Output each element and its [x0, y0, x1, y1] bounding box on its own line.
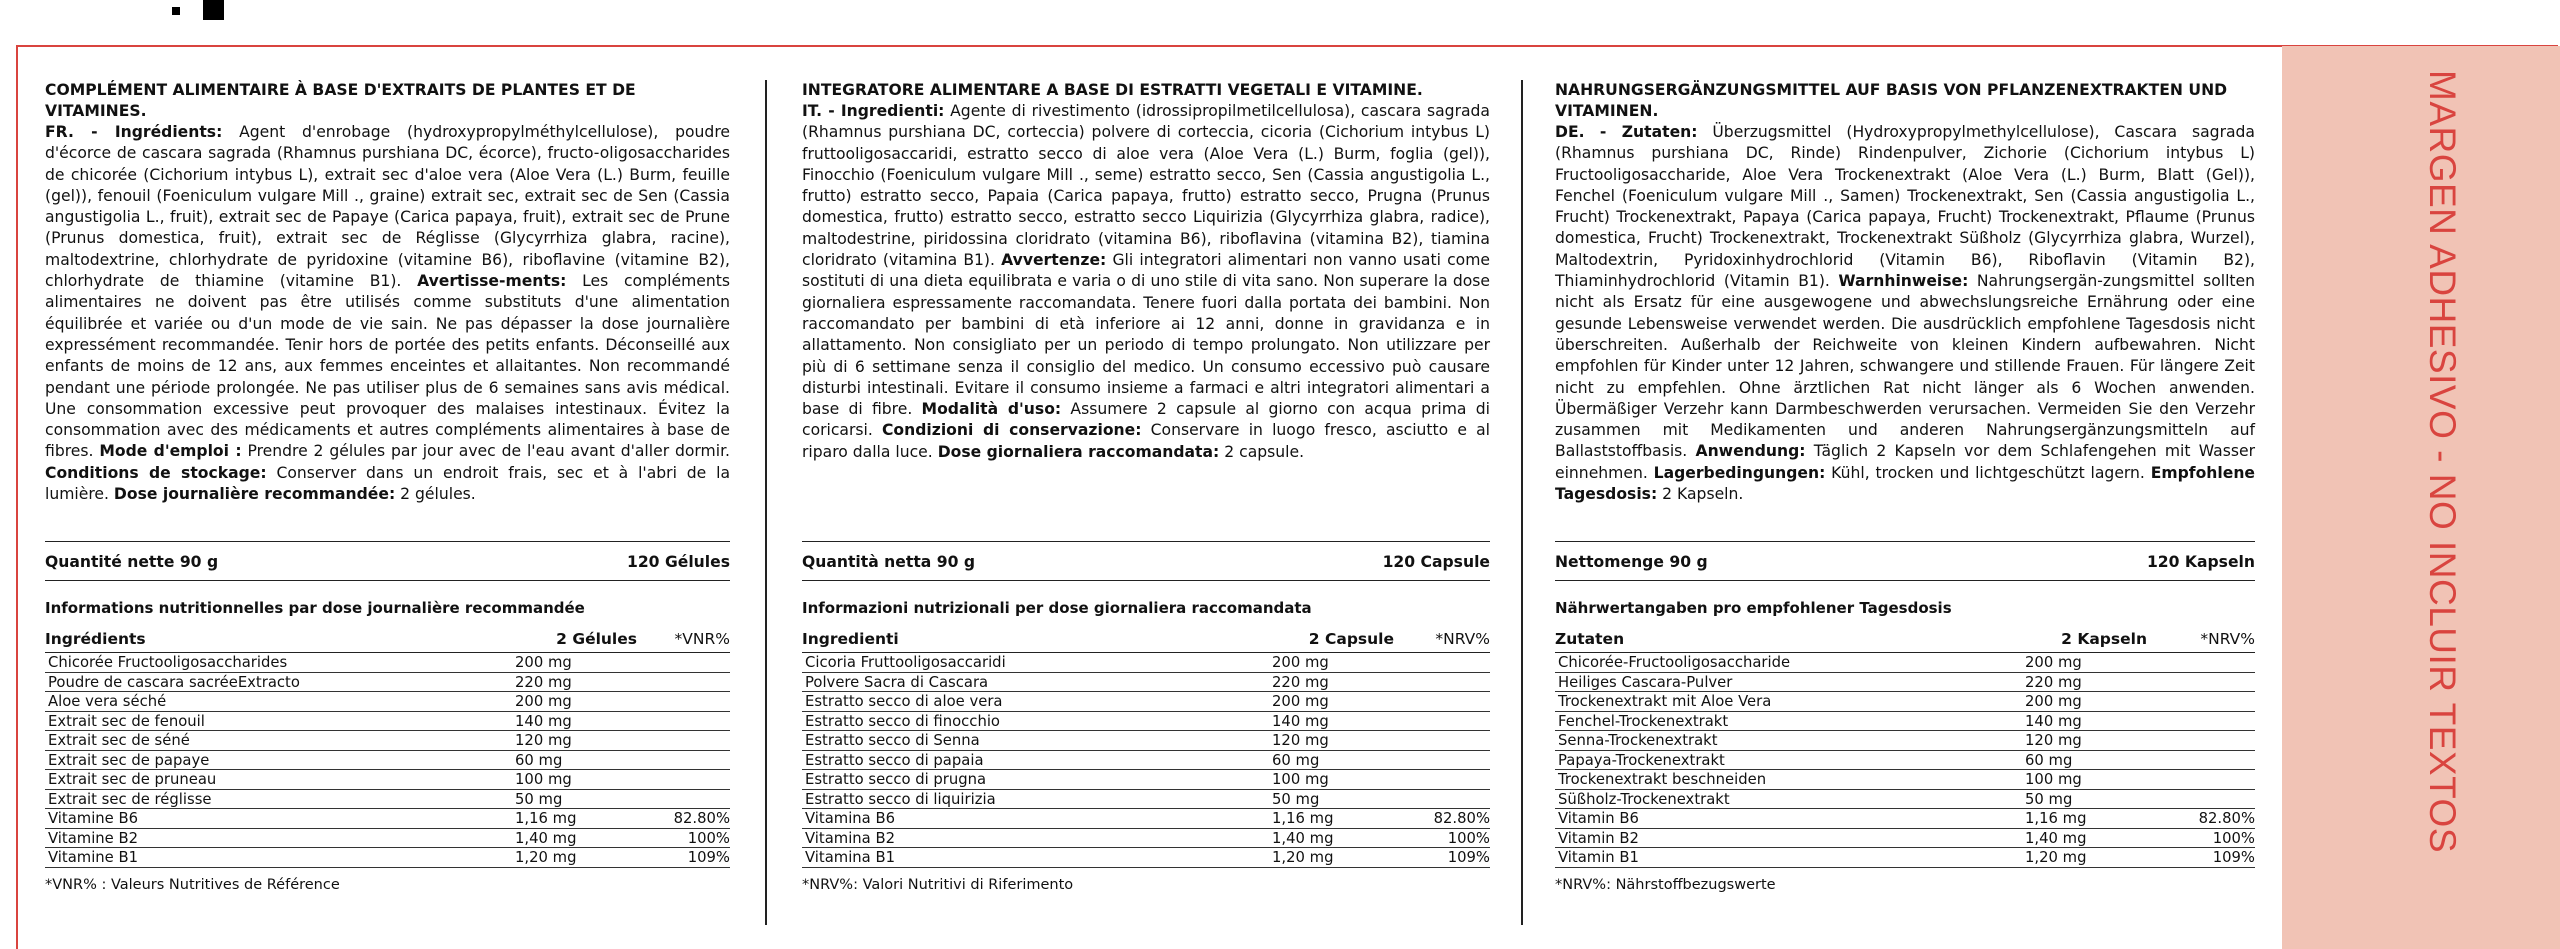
unit-count: 120 Gélules — [626, 553, 730, 571]
nutrient-name: Vitamine B1 — [48, 849, 139, 866]
col-reference-header: *NRV% — [1435, 630, 1490, 648]
col-dose-header: 2 Kapseln — [2061, 630, 2147, 648]
nutrient-name: Vitamina B2 — [805, 829, 896, 847]
product-heading: INTEGRATORE ALIMENTARE A BASE DI ESTRATTI VEGETALI E VITAMINE. — [802, 81, 1423, 99]
nutrition-row — [802, 829, 1490, 849]
nutrient-reference-pct: 100% — [2212, 829, 2255, 847]
nutrition-table-header — [802, 629, 1490, 649]
net-quantity-row — [45, 552, 730, 572]
warnings-label: Avertisse-ments: — [417, 272, 567, 291]
nutrient-amount: 1,40 mg — [515, 829, 577, 847]
dose-label: Dose journalière recommandée: — [113, 485, 396, 504]
nutrient-name: Estratto secco di Senna — [805, 732, 980, 749]
nutrient-amount: 100 mg — [2025, 771, 2082, 788]
nutrient-name: Extrait sec de pruneau — [48, 771, 217, 788]
nutrition-title: Informations nutritionnelles par dose journalière recommandée — [45, 599, 585, 617]
divider-line — [1555, 580, 2255, 581]
nutrient-name: Vitamina B1 — [805, 849, 896, 866]
nutrient-reference-pct — [615, 770, 730, 789]
nutrient-amount: 120 mg — [515, 732, 572, 749]
net-quantity-row — [802, 552, 1490, 572]
label-body-text — [45, 122, 730, 505]
nutrition-row — [45, 848, 730, 868]
nutrient-amount: 120 mg — [2025, 732, 2082, 749]
nutrient-reference-pct — [615, 653, 730, 672]
nutrition-row — [45, 751, 730, 771]
nutrient-name: Estratto secco di finocchio — [805, 712, 1000, 730]
dose-label: Empfohlene Tagesdosis: — [1555, 463, 2255, 504]
ingredients-label: FR. - Ingrédients: — [45, 123, 223, 141]
ingredients-text: Agent d'enrobage (hydroxypropylméthylcellulose), poudre d'écorce de cascara sagrada (Rhamnus purshiana DC, écorce), fructo-oligosaccharides de chicorée (Cichorium intybus L), extrait sec d'aloe vera (Aloe Vera (L.) Burm, feuille (gel)), fenouil (Foeniculum vulgare Mill ., graine) extrait sec, extrait sec de Sen (Cassia angustigolia L., fruit), extrait sec de Papaye (Carica papaya, fruit), extrait sec de Prune (Prunus domestica, fruit), extrait sec de Réglisse (Glycyrrhiza glabra, racine), maltodextrine, chlorhydrate de pyridoxine (vitamine B6), riboflavine (vitamine B2), chlorhydrate de thiamine (vitamine B1). — [45, 123, 730, 291]
nutrition-table-header — [1555, 629, 2255, 649]
nutrition-row — [45, 829, 730, 849]
nutrient-name: Heiliges Cascara-Pulver — [1558, 673, 1733, 691]
nutrient-name: Poudre de cascara sacréeExtracto — [48, 673, 300, 691]
ingredients-text: Überzugsmittel (Hydroxypropylmethylcellulose), Cascara sagrada (Rhamnus purshiana DC, Rinde) Rindenpulver, Zichorie (Cichorium intybus L) Fructooligosaccharide, Aloe Vera Trockenextrakt (Aloe Vera (L.) Burm, Blatt (Gel)), Fenchel (Foeniculum vulgare Mill ., Samen) Trockenextrakt, Sen (Cassia angustigolia L., Frucht) Trockenextrakt, Papaya (Carica papaya, Frucht) Trockenextrakt, Pflaume (Prunus domestica, Frucht) Trockenextrakt, Trockenextrakt Süßholz (Glycyrrhiza glabra, Wurzel), Maltodextrin, Pyridoxinhydrochlorid (Vitamin B6), Riboflavin (Vitamin B2), Thiaminhydrochlorid (Vitamin B1). — [1555, 123, 2255, 291]
nutrient-name: Vitamine B6 — [48, 810, 139, 827]
nutrient-amount: 220 mg — [1272, 673, 1329, 691]
col-dose-header: 2 Gélules — [556, 630, 637, 648]
nutrient-amount: 140 mg — [515, 712, 572, 730]
nutrient-name: Papaya-Trockenextrakt — [1558, 751, 1725, 769]
column-french — [45, 80, 730, 925]
nutrition-table-header — [45, 629, 730, 649]
nutrition-row — [1555, 848, 2255, 868]
nutrient-name: Vitamin B6 — [1558, 810, 1639, 827]
nutrition-row — [802, 731, 1490, 751]
nutrient-amount: 1,20 mg — [1272, 849, 1334, 866]
nutrient-amount: 220 mg — [515, 673, 572, 691]
nutrient-amount: 220 mg — [2025, 673, 2082, 691]
nutrient-amount: 120 mg — [1272, 732, 1329, 749]
nutrition-row — [802, 809, 1490, 829]
usage-label: Modalità d'uso: — [921, 400, 1062, 419]
col-reference-header: *NRV% — [2200, 630, 2255, 648]
nutrient-reference-pct: 100% — [687, 829, 730, 847]
nutrition-row — [45, 790, 730, 810]
nutrient-name: Trockenextrakt beschneiden — [1558, 771, 1767, 788]
nutrition-row — [45, 673, 730, 693]
nutrient-reference-pct: 109% — [2212, 849, 2255, 866]
nutrition-row — [802, 653, 1490, 673]
nutrition-table — [1555, 652, 2255, 868]
warnings-label: Avvertenze: — [1001, 251, 1107, 270]
warnings-text: Gli integratori alimentari non vanno usati come sostituti di una dieta equilibrata e varia o di uno stile di vita sano. Non superare la dose giornaliera espressamente raccomandata. Tenere fuori dalla portata dei bambini. Non raccomandato per bambini di età inferiore ai 12 anni, donne in gravidanza e in allattamento. Non consigliato per un periodo di tempo prolungato. Non utilizzare per più di 6 settimane senza il consiglio del medico. Un consumo eccessivo può causare disturbi intestinali. Evitare il consumo insieme a farmaci e altri integratori alimentari a base di fibre. — [802, 251, 1490, 419]
nutrient-name: Senna-Trockenextrakt — [1558, 732, 1718, 749]
nutrient-reference-pct — [615, 731, 730, 750]
nutrient-name: Extrait sec de réglisse — [48, 790, 212, 808]
nutrient-amount: 1,20 mg — [515, 849, 577, 866]
nutrient-reference-pct — [2125, 770, 2255, 789]
nutrition-table — [802, 652, 1490, 868]
nutrient-name: Vitamin B1 — [1558, 849, 1639, 866]
net-quantity: Nettomenge 90 g — [1555, 553, 1708, 571]
column-divider — [1521, 80, 1523, 925]
usage-label: Anwendung: — [1695, 442, 1806, 461]
product-heading: COMPLÉMENT ALIMENTAIRE À BASE D'EXTRAITS DE PLANTES ET DE VITAMINES. — [45, 81, 636, 120]
nutrient-amount: 200 mg — [2025, 693, 2082, 710]
storage-text: Kühl, trocken und lichtgeschützt lagern. — [1825, 463, 2151, 482]
nutrient-amount: 50 mg — [515, 790, 563, 808]
nutrient-name: Extrait sec de fenouil — [48, 712, 205, 730]
nutrition-row — [45, 692, 730, 712]
col-reference-header: *VNR% — [674, 630, 730, 648]
divider-line — [45, 580, 730, 581]
nutrition-row — [802, 848, 1490, 868]
nutrient-reference-pct — [1372, 731, 1490, 750]
nutrient-name: Estratto secco di prugna — [805, 771, 987, 788]
nutrition-row — [1555, 692, 2255, 712]
nutrient-reference-pct — [615, 712, 730, 731]
col-ingredients-header: Ingredienti — [802, 630, 899, 648]
nutrition-row — [45, 770, 730, 790]
registration-mark-small — [172, 7, 180, 15]
nutrient-name: Extrait sec de papaye — [48, 751, 210, 769]
nutrient-reference-pct: 82.80% — [673, 810, 730, 827]
nutrient-name: Polvere Sacra di Cascara — [805, 673, 989, 691]
nutrient-amount: 140 mg — [1272, 712, 1329, 730]
nutrient-amount: 50 mg — [2025, 790, 2073, 808]
nutrient-reference-pct — [1372, 692, 1490, 711]
nutrition-row — [1555, 829, 2255, 849]
label-body-text — [1555, 122, 2255, 505]
dose-text: 2 gélules. — [395, 485, 476, 504]
nutrition-row — [1555, 790, 2255, 810]
nutrition-row — [1555, 751, 2255, 771]
nutrition-row — [1555, 770, 2255, 790]
dose-label: Dose giornaliera raccomandata: — [937, 442, 1220, 461]
column-italian — [802, 80, 1490, 925]
nutrient-amount: 100 mg — [515, 771, 572, 788]
storage-text: Conserver dans un endroit frais, sec et à l'abri de la lumière. — [45, 463, 730, 504]
nutrient-reference-pct — [1372, 673, 1490, 692]
nutrient-reference-pct — [2125, 673, 2255, 692]
nutrient-name: Süßholz-Trockenextrakt — [1558, 790, 1730, 808]
nutrient-reference-pct: 109% — [687, 849, 730, 866]
nutrient-reference-pct — [615, 692, 730, 711]
nutrient-name: Aloe vera séché — [48, 693, 167, 710]
net-quantity-row — [1555, 552, 2255, 572]
unit-count: 120 Capsule — [1382, 553, 1490, 571]
divider-line — [1555, 541, 2255, 542]
nutrition-table — [45, 652, 730, 868]
nutrient-name: Fenchel-Trockenextrakt — [1558, 712, 1729, 730]
usage-text: Täglich 2 Kapseln vor dem Schlafengehen mit Wasser einnehmen. — [1555, 442, 2255, 482]
nutrient-reference-pct — [1372, 653, 1490, 672]
registration-mark-large — [203, 0, 224, 20]
warnings-text: Nahrungsergän-zungsmittel sollten nicht als Ersatz für eine ausgewogene und abwechslungsreiche Ernährung oder eine gesunde Lebensweise verwendet werden. Die ausdrücklich empfohlene Tagesdosis nicht überschreiten. Außerhalb der Reichweite von kleinen Kindern aufbewahren. Nicht empfohlen für Kinder unter 12 Jahren, schwangere und stillende Frauen. Für längere Zeit nicht zu empfehlen. Ohne ärztlichen Rat nicht länger als 6 Wochen anwenden. Übermäßiger Verzehr kann Darmbeschwerden verursachen. Vermeiden Sie den Verzehr zusammen mit Medikamenten und anderen Nahrungsergänzungsmitteln auf Ballaststoffbasis. — [1555, 272, 2256, 461]
nutrient-amount: 100 mg — [1272, 771, 1329, 788]
usage-label: Mode d'emploi : — [99, 442, 242, 461]
nutrient-amount: 60 mg — [1272, 751, 1320, 769]
nutrient-amount: 1,16 mg — [515, 810, 577, 827]
nutrient-amount: 50 mg — [1272, 790, 1320, 808]
col-ingredients-header: Ingrédients — [45, 630, 146, 648]
nutrient-name: Chicorée-Fructooligosaccharide — [1558, 654, 1791, 671]
divider-line — [45, 541, 730, 542]
nutrient-amount: 200 mg — [1272, 693, 1329, 710]
nutrient-reference-pct: 109% — [1447, 849, 1490, 866]
nutrient-reference-pct — [2125, 731, 2255, 750]
nutrition-row — [45, 653, 730, 673]
net-quantity: Quantità netta 90 g — [802, 553, 976, 571]
nutrient-amount: 140 mg — [2025, 712, 2082, 730]
ingredients-text: Agente di rivestimento (idrossipropilmetilcellulosa), cascara sagrada (Rhamnus purshiana DC, corteccia) polvere di corteccia, cicoria (Cichorium intybus L) fruttooligosaccaridi, estratto secco di aloe vera (Aloe Vera (L.) Burm, foglia (gel)), Finocchio (Foeniculum vulgare Mill ., seme) estratto secco, Sen (Cassia angustigolia L., frutto) estratto secco, Papaia (Carica papaya, frutto) estratto secco, Prugna (Prunus domestica, frutto) estratto secco, estratto secco Liquirizia (Glycyrrhiza glabra, radice), maltodestrine, piridossina cloridrato (vitamina B6), riboflavina (vitamina B2), tiamina cloridrato (vitamina B1). — [802, 102, 1490, 270]
nutrition-title: Nährwertangaben pro empfohlener Tagesdosis — [1555, 599, 1952, 617]
nutrition-row — [802, 770, 1490, 790]
nutrient-amount: 1,16 mg — [1272, 810, 1334, 827]
warnings-label: Warnhinweise: — [1838, 272, 1969, 291]
reference-footnote: *NRV%: Valori Nutritivi di Riferimento — [802, 876, 1074, 893]
nutrient-reference-pct — [2125, 653, 2255, 672]
nutrition-row — [802, 712, 1490, 732]
nutrition-row — [45, 712, 730, 732]
ingredients-label: DE. - Zutaten: — [1555, 123, 1698, 141]
nutrition-row — [1555, 673, 2255, 693]
nutrition-row — [1555, 712, 2255, 732]
nutrient-reference-pct — [1372, 712, 1490, 731]
nutrient-name: Chicorée Fructooligosaccharides — [48, 654, 288, 671]
nutrient-reference-pct — [2125, 790, 2255, 809]
nutrient-reference-pct — [1372, 770, 1490, 789]
dose-text: 2 Kapseln. — [1657, 485, 1744, 504]
ingredients-label: IT. - Ingredienti: — [802, 102, 945, 120]
nutrient-name: Cicoria Fruttooligosaccaridi — [805, 654, 1006, 671]
nutrient-name: Vitamina B6 — [805, 810, 896, 827]
warnings-text: Les compléments alimentaires ne doivent pas être utilisés comme substituts d'une alimentation équilibrée et variée ou d'un mode de vie sain. Ne pas dépasser la dose journalière expressément recommandée. Tenir hors de portée des petits enfants. Déconseillé aux enfants de moins de 12 ans, aux femmes enceintes et allaitantes. Non recommandé pendant une période prolongée. Ne pas utiliser plus de 6 semaines sans avis médical. Une consommation excessive peut provoquer des malaises intestinaux. Évitez la consommation avec des médicaments et autres compléments alimentaires à base de fibres. — [45, 272, 730, 461]
nutrient-amount: 1,20 mg — [2025, 849, 2087, 866]
storage-label: Conditions de stockage: — [45, 463, 267, 482]
col-dose-header: 2 Capsule — [1308, 630, 1394, 648]
nutrition-row — [802, 673, 1490, 693]
nutrient-name: Vitamine B2 — [48, 829, 139, 847]
column-german — [1555, 80, 2255, 925]
nutrient-amount: 60 mg — [2025, 751, 2073, 769]
nutrient-reference-pct — [1372, 751, 1490, 770]
nutrition-row — [1555, 809, 2255, 829]
nutrient-name: Trockenextrakt mit Aloe Vera — [1558, 693, 1772, 710]
nutrient-reference-pct — [615, 790, 730, 809]
nutrient-name: Estratto secco di aloe vera — [805, 693, 1003, 710]
nutrient-amount: 200 mg — [515, 654, 572, 671]
product-heading: NAHRUNGSERGÄNZUNGSMITTEL AUF BASIS VON PFLANZENEXTRAKTEN UND VITAMINEN. — [1555, 81, 2228, 120]
nutrient-reference-pct — [615, 673, 730, 692]
col-ingredients-header: Zutaten — [1555, 630, 1625, 648]
nutrition-row — [1555, 731, 2255, 751]
nutrient-reference-pct: 82.80% — [1433, 810, 1490, 827]
nutrient-name: Estratto secco di papaia — [805, 751, 984, 769]
storage-label: Lagerbedingungen: — [1653, 463, 1826, 482]
nutrition-row — [1555, 653, 2255, 673]
divider-line — [802, 541, 1490, 542]
nutrient-reference-pct — [2125, 692, 2255, 711]
usage-text: Assumere 2 capsule al giorno con acqua prima di coricarsi. — [802, 400, 1490, 440]
nutrition-row — [802, 692, 1490, 712]
reference-footnote: *NRV%: Nährstoffbezugswerte — [1555, 876, 1776, 893]
adhesive-margin-label: MARGEN ADHESIVO - NO INCLUIR TEXTOS — [2422, 70, 2463, 853]
divider-line — [802, 580, 1490, 581]
dose-text: 2 capsule. — [1219, 442, 1305, 461]
nutrient-reference-pct: 82.80% — [2198, 810, 2255, 827]
nutrient-amount: 200 mg — [1272, 654, 1329, 671]
nutrient-amount: 1,40 mg — [2025, 829, 2087, 847]
nutrition-row — [802, 790, 1490, 810]
nutrition-row — [45, 809, 730, 829]
reference-footnote: *VNR% : Valeurs Nutritives de Référence — [45, 876, 340, 893]
nutrient-amount: 1,16 mg — [2025, 810, 2087, 827]
nutrient-reference-pct — [1372, 790, 1490, 809]
nutrient-name: Estratto secco di liquirizia — [805, 790, 996, 808]
nutrition-row — [802, 751, 1490, 771]
label-body-text — [802, 101, 1490, 463]
column-divider — [765, 80, 767, 925]
storage-text: Conservare in luogo fresco, asciutto e al riparo dalla luce. — [802, 421, 1490, 461]
nutrient-amount: 60 mg — [515, 751, 563, 769]
nutrient-amount: 1,40 mg — [1272, 829, 1334, 847]
nutrient-name: Vitamin B2 — [1558, 829, 1639, 847]
nutrient-amount: 200 mg — [2025, 654, 2082, 671]
storage-label: Condizioni di conservazione: — [881, 421, 1142, 440]
nutrition-row — [45, 731, 730, 751]
nutrient-amount: 200 mg — [515, 693, 572, 710]
nutrient-reference-pct: 100% — [1447, 829, 1490, 847]
net-quantity: Quantité nette 90 g — [45, 553, 219, 571]
nutrient-reference-pct — [2125, 712, 2255, 731]
usage-text: Prendre 2 gélules par jour avec de l'eau avant d'aller dormir. — [241, 442, 731, 461]
unit-count: 120 Kapseln — [2146, 553, 2255, 571]
nutrition-title: Informazioni nutrizionali per dose giornaliera raccomandata — [802, 599, 1312, 617]
nutrient-reference-pct — [615, 751, 730, 770]
nutrient-name: Extrait sec de séné — [48, 732, 190, 749]
nutrient-reference-pct — [2125, 751, 2255, 770]
